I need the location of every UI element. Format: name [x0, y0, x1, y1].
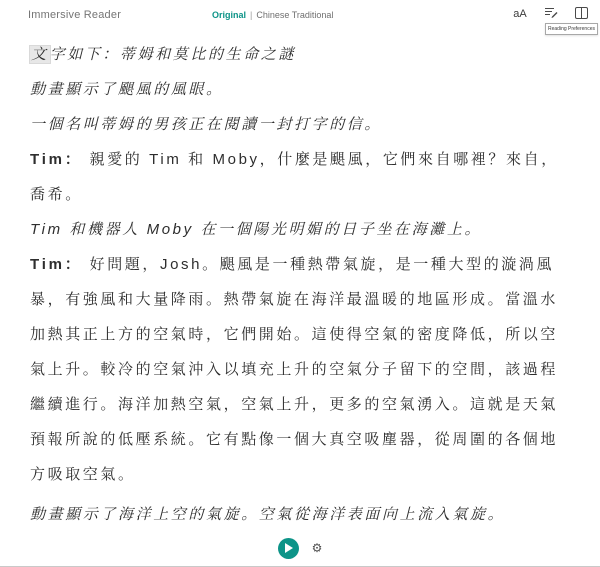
text-preferences-button[interactable]: [510, 5, 530, 23]
play-icon: [284, 543, 293, 553]
paragraph-dialogue: [30, 247, 570, 492]
reader-content: [30, 37, 570, 532]
voice-settings-button[interactable]: [312, 542, 323, 554]
paragraph-stage-direction: Tim 和機器人 Moby 在一個陽光明媚的日子坐在海灘上。: [30, 221, 483, 238]
paragraph-stage-direction: 動畫顯示了海洋上空的氣旋。空氣從海洋表面向上流入氣旋。: [30, 506, 506, 523]
reading-preferences-tooltip: Reading Preferences: [545, 23, 598, 35]
app-title: Immersive Reader: [28, 9, 122, 21]
mode-language-link[interactable]: Chinese Traditional: [256, 10, 334, 20]
play-button[interactable]: [278, 538, 299, 559]
mode-divider: |: [250, 10, 253, 20]
translation-mode-switch: [212, 10, 333, 20]
paragraph-dialogue: [30, 142, 570, 212]
gear-icon: ⚙: [311, 541, 323, 555]
reading-preferences-button[interactable]: [571, 5, 591, 23]
mode-original-link[interactable]: Original: [212, 10, 247, 20]
reading-preferences-icon: [575, 7, 588, 22]
grammar-pen-icon: [544, 6, 558, 22]
dialogue-text: 好問題，Josh。颶風是一種熱帶氣旋，是一種大型的漩渦風暴，有強風和大量降雨。熱帶氣旋在海洋最溫暖的地區形成。當溫水加熱其正上方的空氣時，它們開始。這使得空氣的密度降低，所以空氣上升。較冷的空氣沖入以填充上升的空氣分子留下的空間，該過程繼續進行。海洋加熱空氣，空氣上升，更多的空氣湧入。這就是天氣預報所說的低壓系統。它有點像一個大真空吸塵器，從周圍的各個地方吸取空氣。: [30, 256, 559, 483]
paragraph-title-text: 字如下：蒂姆和莫比的生命之謎: [49, 46, 297, 63]
speaker-label: Tim：: [30, 151, 83, 168]
paragraph-stage-direction: 動畫顯示了颶風的風眼。: [30, 81, 224, 98]
grammar-options-button[interactable]: [541, 5, 561, 23]
read-aloud-controls: [0, 534, 600, 562]
paragraph-title: [30, 37, 570, 72]
text-size-icon: aA: [513, 8, 527, 20]
read-aloud-highlight: 文: [31, 46, 49, 63]
paragraph-stage-direction: 一個名叫蒂姆的男孩正在閱讀一封打字的信。: [30, 116, 383, 133]
dialogue-text: 親愛的 Tim 和 Moby，什麼是颶風，它們來自哪裡？來自，喬希。: [30, 151, 559, 203]
speaker-label: Tim：: [30, 256, 83, 273]
immersive-reader-toolbar: [0, 0, 600, 30]
